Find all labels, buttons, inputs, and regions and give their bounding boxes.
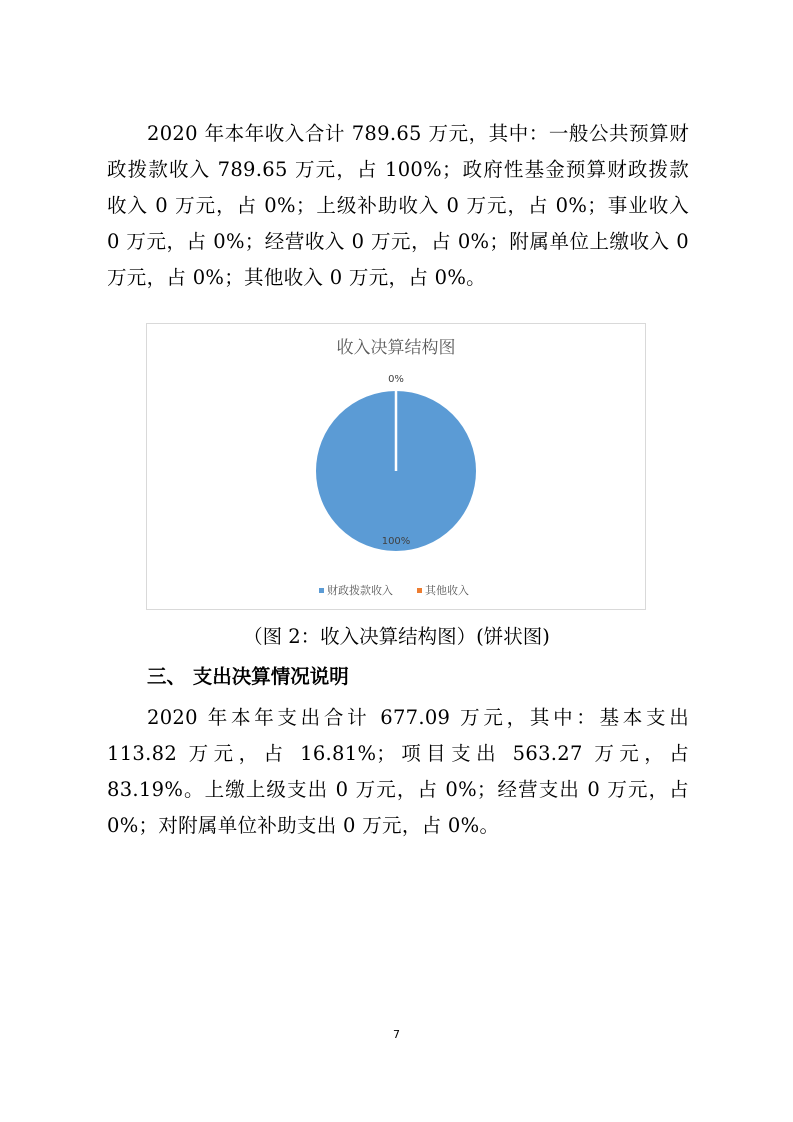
chart-legend — [319, 583, 469, 597]
page-number: 7 — [393, 1028, 400, 1041]
data-label-2: 0% — [388, 374, 404, 385]
legend-swatch-1 — [319, 588, 324, 593]
figure-caption: （图 2：收入决算结构图）(饼状图) — [243, 625, 550, 648]
legend-swatch-2 — [417, 588, 422, 593]
chart-title: 收入决算结构图 — [336, 338, 456, 358]
income-structure-chart — [146, 323, 646, 610]
pie-slices — [315, 390, 477, 552]
income-paragraph: 2020 年本年收入合计 789.65 万元，其中：一般公共预算财政拨款收入 789.65 万元，占 100%；政府性基金预算财政拨款收入 0 万元，占 0%；上级补助收入 0 万元，占 0%；事业收入 0 万元，占 0%；经营收入 0 万元，占 0%；附属单位上缴收入 0 万元，占 0%；其他收入 0 万元，占 0%。 — [107, 122, 689, 289]
section-heading: 三、 支出决算情况说明 — [147, 665, 349, 688]
data-label-1: 100% — [381, 536, 411, 547]
legend-label-1: 财政拨款收入 — [327, 584, 393, 597]
pie-chart-svg — [147, 324, 645, 609]
legend-label-2: 其他收入 — [425, 584, 469, 597]
expense-paragraph: 2020 年本年支出合计 677.09 万元，其中：基本支出 113.82 万元，占 16.81%；项目支出 563.27 万元，占 83.19%。上缴上级支出 0 万元，占 0%；经营支出 0 万元，占 0%；对附属单位补助支出 0 万元，占 0%。 — [107, 706, 689, 837]
